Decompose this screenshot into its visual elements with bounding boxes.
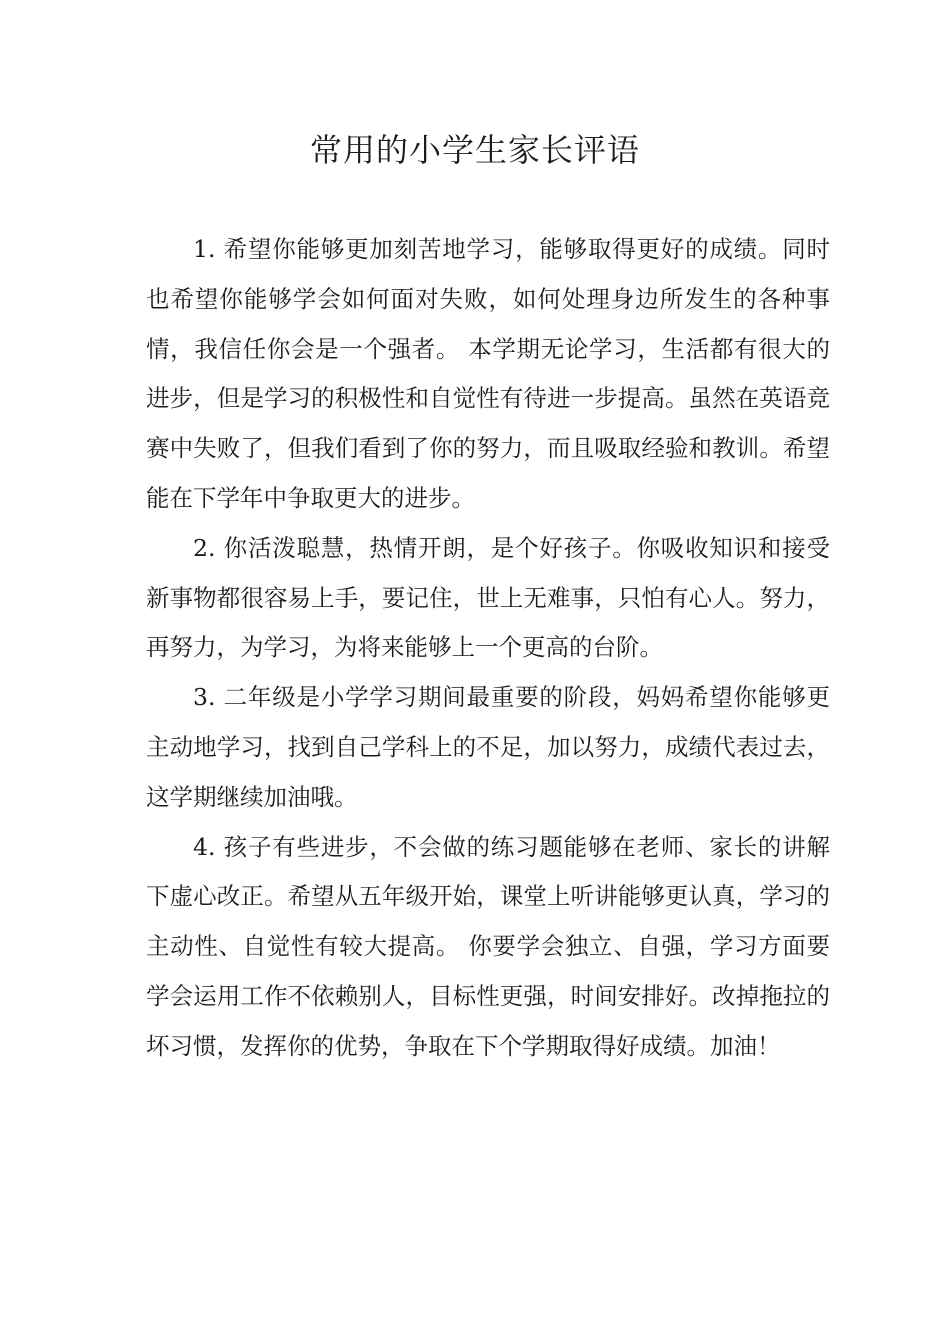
page-title: 常用的小学生家长评语 <box>309 131 640 169</box>
paragraph-1: 1. 希望你能够更加刻苦地学习，能够取得更好的成绩。同时也希望你能够学会如何面对失败，如何处理身边所发生的各种事情，我信任你会是一个强者。 本学期无论学习，生活都有很大的进步，但是学习的积极性和自觉性有待进一步提高。虽然在英语竞赛中失败了，但我们看到了你的努力，而且吸取经验和教训。希望能在下学年中争取更大的进步。 <box>146 235 830 512</box>
document-body <box>146 225 830 1072</box>
paragraph-3: 3. 二年级是小学学习期间最重要的阶段，妈妈希望你能够更主动地学习，找到自己学科上的不足，加以努力，成绩代表过去，这学期继续加油哦。 <box>146 683 830 811</box>
paragraph-4: 4. 孩子有些进步，不会做的练习题能够在老师、家长的讲解下虚心改正。希望从五年级开始，课堂上听讲能够更认真，学习的主动性、自觉性有较大提高。 你要学会独立、自强，学习方面要学会运用工作不依赖别人，目标性更强，时间安排好。改掉拖拉的坏习惯，发挥你的优势，争取在下个学期取得好成绩。加油！ <box>146 832 830 1060</box>
paragraph-2: 2. 你活泼聪慧，热情开朗，是个好孩子。你吸收知识和接受新事物都很容易上手，要记住，世上无难事，只怕有心人。努力，再努力，为学习，为将来能够上一个更高的台阶。 <box>146 533 830 662</box>
